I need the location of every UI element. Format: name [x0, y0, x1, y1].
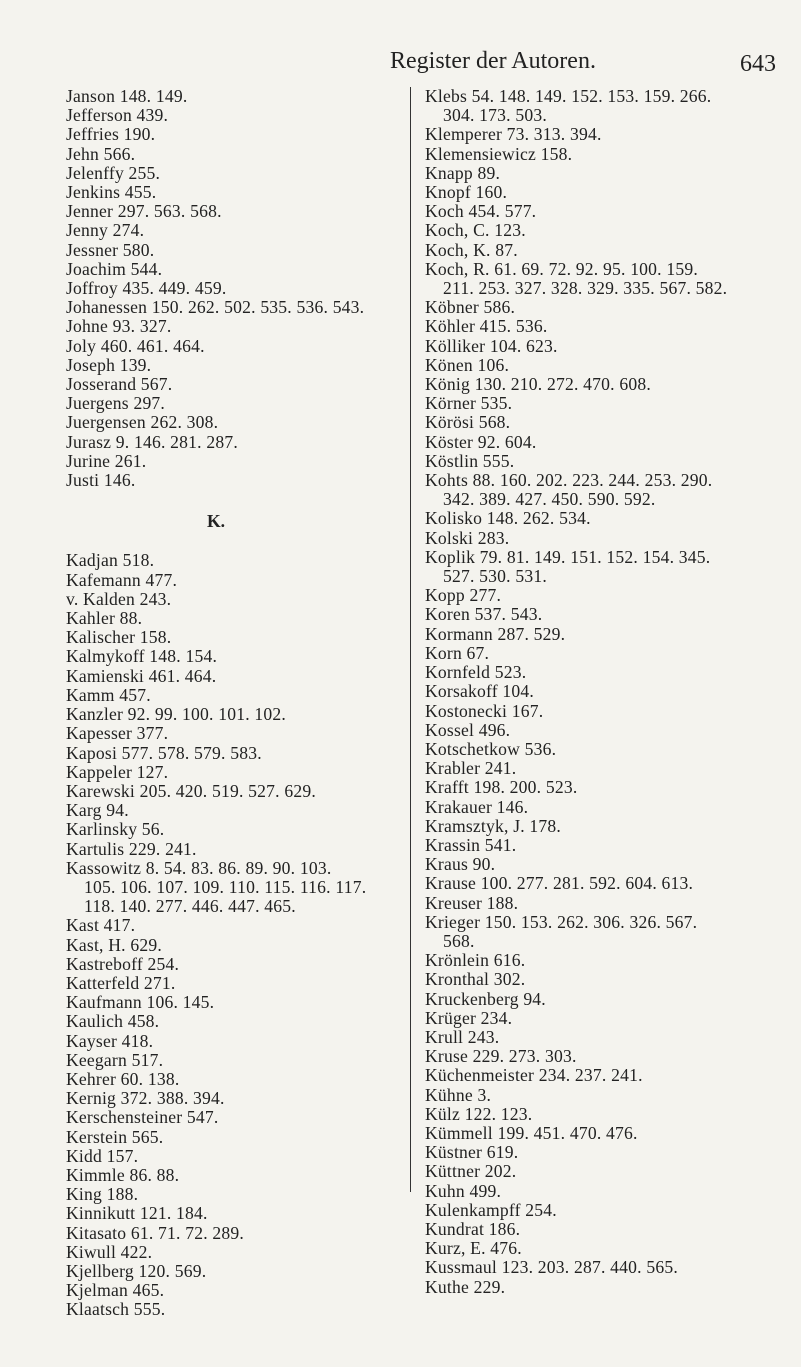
index-entry — [425, 702, 780, 721]
entry-line: Kitasato 61. 71. 72. 289. — [66, 1222, 244, 1243]
index-entry — [425, 260, 780, 298]
entry-line: v. Kalden 243. — [66, 588, 172, 609]
entry-line: Kehrer 60. 138. — [66, 1068, 180, 1089]
entry-line: Knapp 89. — [425, 162, 501, 183]
index-entry — [66, 356, 406, 375]
index-entry — [66, 433, 406, 452]
entry-line: Keegarn 517. — [66, 1049, 164, 1070]
entry-line: Kalischer 158. — [66, 627, 172, 648]
index-entry — [66, 317, 406, 336]
entry-line: Koch, C. 123. — [425, 220, 526, 241]
entry-line: Koplik 79. 81. 149. 151. 152. 154. 345. — [425, 546, 711, 567]
entry-line: Kruse 229. 273. 303. — [425, 1046, 577, 1067]
index-entry — [425, 836, 780, 855]
index-entry — [425, 605, 780, 624]
entry-line: Kornfeld 523. — [425, 662, 527, 683]
index-entry — [66, 1300, 406, 1319]
entry-line: Josserand 567. — [66, 374, 173, 395]
entry-line: Jelenffy 255. — [66, 162, 161, 183]
index-entry — [66, 801, 406, 820]
entry-line: Kolisko 148. 262. 534. — [425, 508, 591, 529]
index-entry — [425, 337, 780, 356]
entry-line: Kamienski 461. 464. — [66, 665, 217, 686]
entry-line: Karewski 205. 420. 519. 527. 629. — [66, 780, 316, 801]
entry-line: Köster 92. 604. — [425, 431, 537, 452]
index-entry — [66, 744, 406, 763]
entry-line: Küchenmeister 234. 237. 241. — [425, 1065, 643, 1086]
entry-line: Kulenkampff 254. — [425, 1199, 557, 1220]
entry-line: Kernig 372. 388. 394. — [66, 1088, 225, 1109]
entry-line: Kuthe 229. — [425, 1276, 506, 1297]
index-entry — [425, 125, 780, 144]
entry-continuation-line: 527. 530. 531. — [443, 566, 547, 587]
index-column-left — [66, 87, 406, 1320]
entry-line: Jenkins 455. — [66, 182, 157, 203]
index-entry — [66, 1108, 406, 1127]
index-entry — [66, 551, 406, 570]
entry-line: Joly 460. 461. 464. — [66, 335, 205, 356]
page-title: Register der Autoren. — [390, 48, 596, 74]
index-entry — [425, 1239, 780, 1258]
section-heading: K. — [206, 511, 226, 532]
index-entry — [425, 740, 780, 759]
index-entry — [425, 548, 780, 586]
index-entry — [66, 221, 406, 240]
entry-line: Kopp 277. — [425, 585, 502, 606]
entry-continuation-line: 568. — [443, 930, 475, 951]
index-entry — [425, 625, 780, 644]
entry-line: Klaatsch 555. — [66, 1299, 166, 1320]
index-entry — [425, 87, 780, 125]
entry-line: Köhler 415. 536. — [425, 316, 548, 337]
index-entry — [425, 874, 780, 893]
index-entry — [66, 667, 406, 686]
index-entry — [425, 202, 780, 221]
index-entry — [425, 1220, 780, 1239]
index-entry — [425, 970, 780, 989]
entry-line: Kafemann 477. — [66, 569, 178, 590]
index-entry — [425, 183, 780, 202]
entry-line: Jenner 297. 563. 568. — [66, 201, 222, 222]
index-entry — [66, 936, 406, 955]
entry-continuation-line: 304. 173. 503. — [443, 105, 547, 126]
index-entry — [425, 1066, 780, 1085]
index-entry — [66, 590, 406, 609]
entry-line: Kastreboff 254. — [66, 953, 180, 974]
index-entry — [66, 1262, 406, 1281]
index-entry — [425, 394, 780, 413]
index-entry — [425, 1201, 780, 1220]
index-entry — [66, 452, 406, 471]
entry-line: Köbner 586. — [425, 297, 516, 318]
entry-line: Kossel 496. — [425, 719, 511, 740]
index-entry — [425, 1162, 780, 1181]
index-entry — [66, 628, 406, 647]
index-entry — [66, 471, 406, 490]
entry-line: Kjelman 465. — [66, 1280, 165, 1301]
index-entry — [425, 817, 780, 836]
entry-line: Kinnikutt 121. 184. — [66, 1203, 208, 1224]
index-entry — [425, 1124, 780, 1143]
index-entry — [425, 145, 780, 164]
entry-line: Kussmaul 123. 203. 287. 440. 565. — [425, 1257, 678, 1278]
entry-line: Joseph 139. — [66, 354, 152, 375]
index-entry — [66, 337, 406, 356]
entry-line: Kanzler 92. 99. 100. 101. 102. — [66, 704, 287, 725]
entry-line: Krassin 541. — [425, 834, 517, 855]
index-entry — [425, 164, 780, 183]
entry-line: Kölliker 104. 623. — [425, 335, 558, 356]
index-entry — [66, 686, 406, 705]
entry-continuation-line: 211. 253. 327. 328. 329. 335. 567. 582. — [443, 278, 728, 299]
index-entry — [425, 471, 780, 509]
entry-line: Kerschensteiner 547. — [66, 1107, 219, 1128]
entry-line: Kramsztyk, J. 178. — [425, 815, 562, 836]
entry-line: Kormann 287. 529. — [425, 623, 566, 644]
entry-line: Kalmykoff 148. 154. — [66, 646, 218, 667]
entry-line: Kidd 157. — [66, 1145, 139, 1166]
index-entry — [66, 782, 406, 801]
entry-line: Kast 417. — [66, 915, 136, 936]
entry-line: Kruckenberg 94. — [425, 988, 546, 1009]
index-entry — [425, 894, 780, 913]
index-entry — [66, 1128, 406, 1147]
index-entry — [66, 916, 406, 935]
index-entry — [425, 241, 780, 260]
entry-line: Krafft 198. 200. 523. — [425, 777, 578, 798]
index-entry — [66, 241, 406, 260]
entry-line: Karlinsky 56. — [66, 819, 165, 840]
entry-line: Kronthal 302. — [425, 969, 526, 990]
entry-line: Kühne 3. — [425, 1084, 492, 1105]
entry-line: Küttner 202. — [425, 1161, 517, 1182]
index-entry — [66, 859, 406, 917]
entry-line: Kjellberg 120. 569. — [66, 1260, 207, 1281]
index-entry — [425, 509, 780, 528]
index-entry — [66, 840, 406, 859]
index-entry — [425, 913, 780, 951]
entry-line: Kundrat 186. — [425, 1218, 521, 1239]
index-entry — [66, 106, 406, 125]
index-entry — [66, 1204, 406, 1223]
index-entry — [66, 993, 406, 1012]
index-entry — [425, 375, 780, 394]
index-entry — [66, 260, 406, 279]
entry-line: Kreuser 188. — [425, 892, 519, 913]
entry-line: Kapesser 377. — [66, 723, 169, 744]
entry-line: Kerstein 565. — [66, 1126, 164, 1147]
index-entry — [425, 644, 780, 663]
index-entry — [425, 529, 780, 548]
index-entry — [66, 183, 406, 202]
index-entry — [425, 1105, 780, 1124]
entry-line: Kohts 88. 160. 202. 223. 244. 253. 290. — [425, 470, 713, 491]
index-entry — [66, 1243, 406, 1262]
index-entry — [66, 279, 406, 298]
entry-line: Köstlin 555. — [425, 450, 515, 471]
index-entry — [425, 1143, 780, 1162]
entry-line: Kraus 90. — [425, 854, 496, 875]
page-number: 643 — [740, 51, 776, 77]
entry-line: Karg 94. — [66, 800, 129, 821]
entry-line: Klemensiewicz 158. — [425, 143, 573, 164]
entry-continuation-line: 105. 106. 107. 109. 110. 115. 116. 117. — [84, 876, 367, 897]
entry-line: Jefferson 439. — [66, 105, 169, 126]
entry-line: Krause 100. 277. 281. 592. 604. 613. — [425, 873, 694, 894]
index-entry — [66, 1012, 406, 1031]
entry-line: Körösi 568. — [425, 412, 511, 433]
entry-line: Kadjan 518. — [66, 550, 155, 571]
entry-line: Korsakoff 104. — [425, 681, 534, 702]
entry-line: Jurasz 9. 146. 281. 287. — [66, 431, 238, 452]
entry-line: Kaposi 577. 578. 579. 583. — [66, 742, 262, 763]
index-entry — [425, 663, 780, 682]
index-entry — [66, 202, 406, 221]
entry-line: Krakauer 146. — [425, 796, 529, 817]
index-entry — [425, 298, 780, 317]
index-entry — [66, 298, 406, 317]
index-entry — [66, 145, 406, 164]
index-entry — [66, 724, 406, 743]
entry-line: Kostonecki 167. — [425, 700, 544, 721]
index-entry — [66, 571, 406, 590]
index-entry — [66, 1281, 406, 1300]
entry-line: Krieger 150. 153. 262. 306. 326. 567. — [425, 911, 698, 932]
entry-line: Krabler 241. — [425, 758, 517, 779]
index-entry — [66, 87, 406, 106]
entry-line: Kassowitz 8. 54. 83. 86. 89. 90. 103. — [66, 857, 332, 878]
entry-line: Kahler 88. — [66, 608, 143, 629]
entry-line: Juergensen 262. 308. — [66, 412, 219, 433]
index-entry — [66, 609, 406, 628]
entry-line: Korn 67. — [425, 642, 490, 663]
index-entry — [425, 1258, 780, 1277]
index-entry — [66, 1224, 406, 1243]
entry-line: Kurz, E. 476. — [425, 1238, 522, 1259]
index-entry — [425, 951, 780, 970]
entry-line: Kamm 457. — [66, 684, 151, 705]
entry-line: Könen 106. — [425, 354, 510, 375]
entry-line: Kiwull 422. — [66, 1241, 153, 1262]
index-entry — [66, 820, 406, 839]
index-entry — [425, 221, 780, 240]
index-entry — [66, 1166, 406, 1185]
index-entry — [66, 1032, 406, 1051]
entry-line: Johne 93. 327. — [66, 316, 172, 337]
index-entry — [66, 1147, 406, 1166]
index-entry — [425, 317, 780, 336]
entry-line: Klebs 54. 148. 149. 152. 153. 159. 266. — [425, 86, 712, 106]
entry-line: Jurine 261. — [66, 450, 147, 471]
index-entry — [425, 990, 780, 1009]
entry-line: Koch, R. 61. 69. 72. 92. 95. 100. 159. — [425, 258, 698, 279]
entry-line: King 188. — [66, 1184, 139, 1205]
index-entry — [66, 375, 406, 394]
entry-line: Janson 148. 149. — [66, 86, 188, 106]
index-entry — [66, 1051, 406, 1070]
index-entry — [66, 1070, 406, 1089]
entry-line: Kimmle 86. 88. — [66, 1164, 180, 1185]
entry-line: Kaulich 458. — [66, 1011, 160, 1032]
index-entry — [425, 682, 780, 701]
index-entry — [66, 955, 406, 974]
entry-line: Koch 454. 577. — [425, 201, 537, 222]
index-entry — [66, 705, 406, 724]
index-entry — [66, 394, 406, 413]
entry-line: König 130. 210. 272. 470. 608. — [425, 374, 651, 395]
entry-line: Joachim 544. — [66, 258, 163, 279]
index-entry — [425, 855, 780, 874]
entry-line: Koch, K. 87. — [425, 239, 518, 260]
entry-line: Klemperer 73. 313. 394. — [425, 124, 602, 145]
index-column-right — [425, 87, 780, 1297]
index-entry — [66, 1185, 406, 1204]
index-entry — [425, 356, 780, 375]
entry-line: Juergens 297. — [66, 393, 166, 414]
index-entry — [66, 974, 406, 993]
entry-line: Kaufmann 106. 145. — [66, 992, 215, 1013]
entry-continuation-line: 118. 140. 277. 446. 447. 465. — [84, 896, 296, 917]
index-entry — [66, 647, 406, 666]
index-entry — [425, 721, 780, 740]
index-entry — [66, 1089, 406, 1108]
column-divider — [410, 87, 411, 1192]
index-entry — [425, 1086, 780, 1105]
index-entry — [425, 433, 780, 452]
entry-line: Jeffries 190. — [66, 124, 156, 145]
index-entry — [66, 125, 406, 144]
entry-line: Jessner 580. — [66, 239, 155, 260]
entry-line: Jehn 566. — [66, 143, 136, 164]
entry-line: Justi 146. — [66, 470, 136, 491]
entry-line: Külz 122. 123. — [425, 1103, 533, 1124]
entry-continuation-line: 342. 389. 427. 450. 590. 592. — [443, 489, 656, 510]
index-entry — [66, 413, 406, 432]
entry-line: Kuhn 499. — [425, 1180, 502, 1201]
index-entry — [425, 413, 780, 432]
entry-line: Koren 537. 543. — [425, 604, 543, 625]
entry-line: Kast, H. 629. — [66, 934, 162, 955]
index-entry — [66, 164, 406, 183]
entry-line: Johanessen 150. 262. 502. 535. 536. 543. — [66, 297, 365, 318]
entry-line: Kartulis 229. 241. — [66, 838, 197, 859]
index-entry — [425, 1028, 780, 1047]
index-entry — [425, 759, 780, 778]
index-entry — [425, 778, 780, 797]
entry-line: Katterfeld 271. — [66, 972, 176, 993]
entry-line: Küstner 619. — [425, 1142, 519, 1163]
entry-line: Kotschetkow 536. — [425, 738, 557, 759]
index-entry — [425, 452, 780, 471]
index-entry — [66, 763, 406, 782]
index-entry — [425, 1009, 780, 1028]
index-entry — [425, 586, 780, 605]
index-entry — [425, 1047, 780, 1066]
entry-line: Krull 243. — [425, 1026, 500, 1047]
entry-line: Körner 535. — [425, 393, 513, 414]
index-entry — [425, 798, 780, 817]
index-entry — [425, 1182, 780, 1201]
entry-line: Kümmell 199. 451. 470. 476. — [425, 1122, 638, 1143]
entry-line: Jenny 274. — [66, 220, 145, 241]
entry-line: Kappeler 127. — [66, 761, 169, 782]
entry-line: Kayser 418. — [66, 1030, 154, 1051]
entry-line: Joffroy 435. 449. 459. — [66, 278, 227, 299]
entry-line: Knopf 160. — [425, 182, 508, 203]
index-entry — [425, 1278, 780, 1297]
entry-line: Krüger 234. — [425, 1007, 513, 1028]
entry-line: Krönlein 616. — [425, 950, 526, 971]
entry-line: Kolski 283. — [425, 527, 510, 548]
